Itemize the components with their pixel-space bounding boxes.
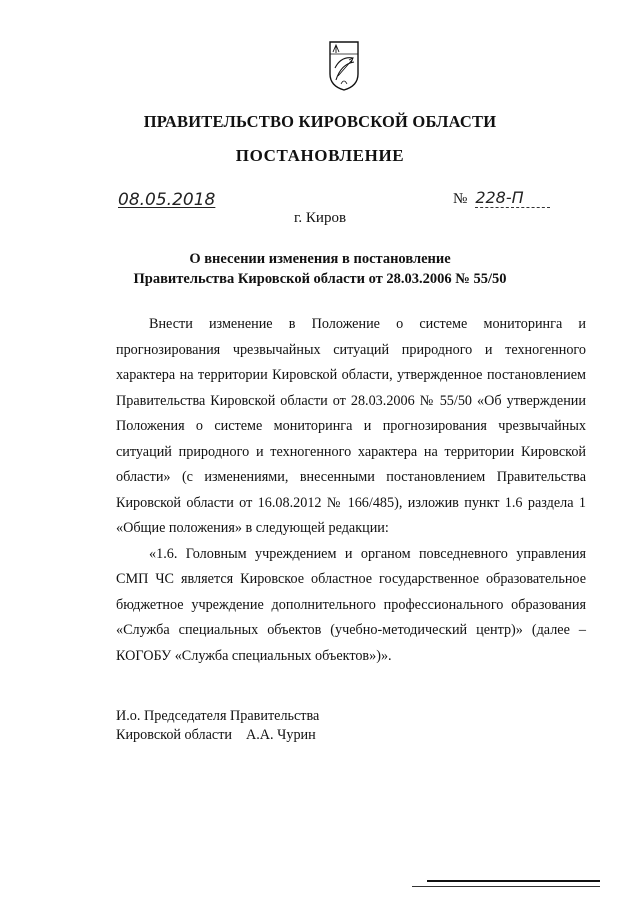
document-body [116, 312, 586, 669]
government-name: ПРАВИТЕЛЬСТВО КИРОВСКОЙ ОБЛАСТИ [143, 112, 497, 131]
body-paragraph-2: «1.6. Головным учреждением и органом повседневного управления СМП ЧС является Кировское областное государственное образовательное бюджетное учреждение дополнительного профессионального образования «Служба специальных объектов (учебно-методический центр)» (далее – КОГОБУ «Служба специальных объектов»)». [116, 545, 586, 664]
document-type: ПОСТАНОВЛЕНИЕ [235, 146, 405, 165]
document-number: 228-П [475, 188, 549, 208]
coat-of-arms-icon [327, 40, 361, 92]
city: г. Киров [293, 210, 347, 226]
footer-rule-secondary [412, 886, 600, 887]
signatory-name: А.А. Чурин [246, 727, 316, 743]
title-line-1: О внесении изменения в постановление [189, 251, 451, 267]
document-title [0, 249, 640, 289]
footer-rule [427, 880, 600, 882]
body-paragraph-1: Внести изменение в Положение о системе мониторинга и прогнозирования чрезвычайных ситуаций природного и техногенного характера на территории Кировской области, утвержденное постановлением Правительства Кировской области от 28.03.2006 № 55/50 «Об утверждении Положения о системе мониторинга и прогнозирования чрезвычайных ситуаций природного и техногенного характера на территории Кировской области» (с изменениями, внесенными постановлением Правительства Кировской области от 16.08.2012 № 166/485), изложив пункт 1.6 раздела 1 «Общие положения» в следующей редакции: [116, 316, 586, 536]
document-number-block [453, 188, 550, 208]
signatory-position-line-1: И.о. Председателя Правительства [116, 708, 320, 724]
signatory-position-line-2: Кировской области [116, 727, 232, 743]
signature-block [116, 707, 319, 745]
number-sign: № [453, 191, 468, 207]
title-line-2: Правительства Кировской области от 28.03.2006 № 55/50 [133, 271, 507, 287]
document-date: 08.05.2018 [118, 190, 216, 210]
